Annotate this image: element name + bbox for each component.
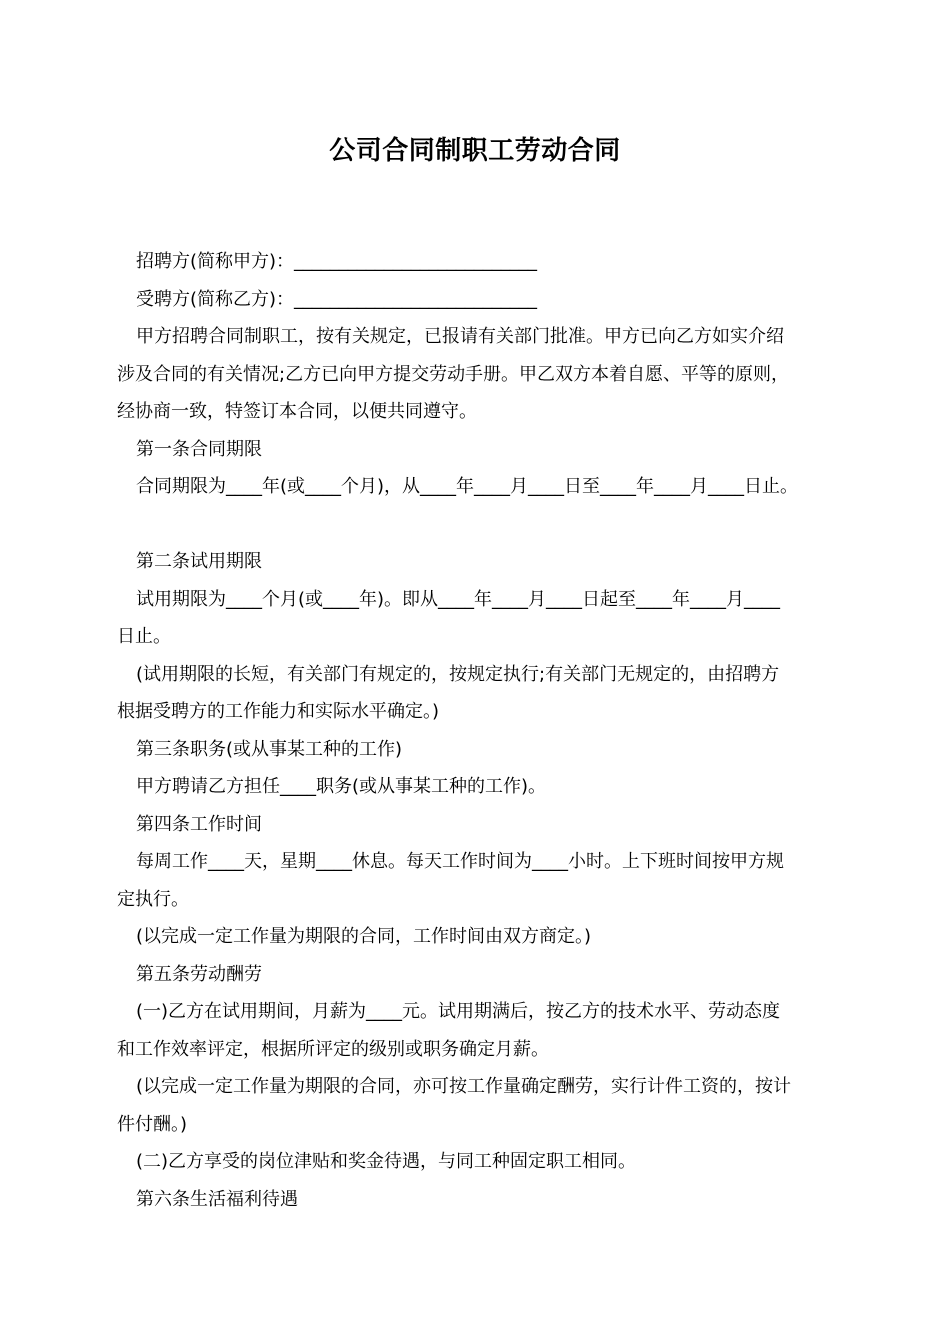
article-text: 每周工作____天，星期____休息。每天工作时间为____小时。上下班时间按甲方规 xyxy=(136,851,784,872)
article-note: (以完成一定工作量为期限的合同，工作时间由双方商定。) xyxy=(136,926,592,947)
article-text: 合同期限为____年(或____个月)，从____年____月____日至____年____月____日止。 xyxy=(136,476,799,497)
article-heading: 第六条生活福利待遇 xyxy=(136,1189,298,1210)
article-note: 件付酬。) xyxy=(117,1114,188,1135)
article-note: (以完成一定工作量为期限的合同，亦可按工作量确定酬劳，实行计件工资的，按计 xyxy=(136,1076,792,1097)
preamble-line: 经协商一致，特签订本合同，以便共同遵守。 xyxy=(117,401,477,422)
article-text: 试用期限为____个月(或____年)。即从____年____月____日起至____年____月____ xyxy=(136,589,781,610)
article-heading: 第四条工作时间 xyxy=(136,814,262,835)
document-title: 公司合同制职工劳动合同 xyxy=(329,136,621,166)
article-heading: 第五条劳动酬劳 xyxy=(136,964,262,985)
article-heading: 第一条合同期限 xyxy=(136,439,262,460)
article-heading: 第三条职务(或从事某工种的工作) xyxy=(136,739,403,760)
preamble-line: 甲方招聘合同制职工，按有关规定，已报请有关部门批准。甲方已向乙方如实介绍 xyxy=(136,326,784,347)
article-text: (一)乙方在试用期间，月薪为____元。试用期满后，按乙方的技术水平、劳动态度 xyxy=(136,1001,781,1022)
article-note: (试用期限的长短，有关部门有规定的，按规定执行;有关部门无规定的，由招聘方 xyxy=(136,664,780,685)
article-text: 甲方聘请乙方担任____职务(或从事某工种的工作)。 xyxy=(136,776,547,797)
preamble-line: 涉及合同的有关情况;乙方已向甲方提交劳动手册。甲乙双方本着自愿、平等的原则， xyxy=(117,364,790,385)
article-text: 和工作效率评定，根据所评定的级别或职务确定月薪。 xyxy=(117,1039,549,1060)
article-note: 根据受聘方的工作能力和实际水平确定。) xyxy=(117,701,440,722)
article-text: 日止。 xyxy=(117,626,171,647)
party-b-line: 受聘方(简称乙方)：___________________________ xyxy=(136,289,538,310)
article-heading: 第二条试用期限 xyxy=(136,551,262,572)
party-a-line: 招聘方(简称甲方)：___________________________ xyxy=(136,251,538,272)
article-text: 定执行。 xyxy=(117,889,189,910)
article-text: (二)乙方享受的岗位津贴和奖金待遇，与同工种固定职工相同。 xyxy=(136,1151,637,1172)
